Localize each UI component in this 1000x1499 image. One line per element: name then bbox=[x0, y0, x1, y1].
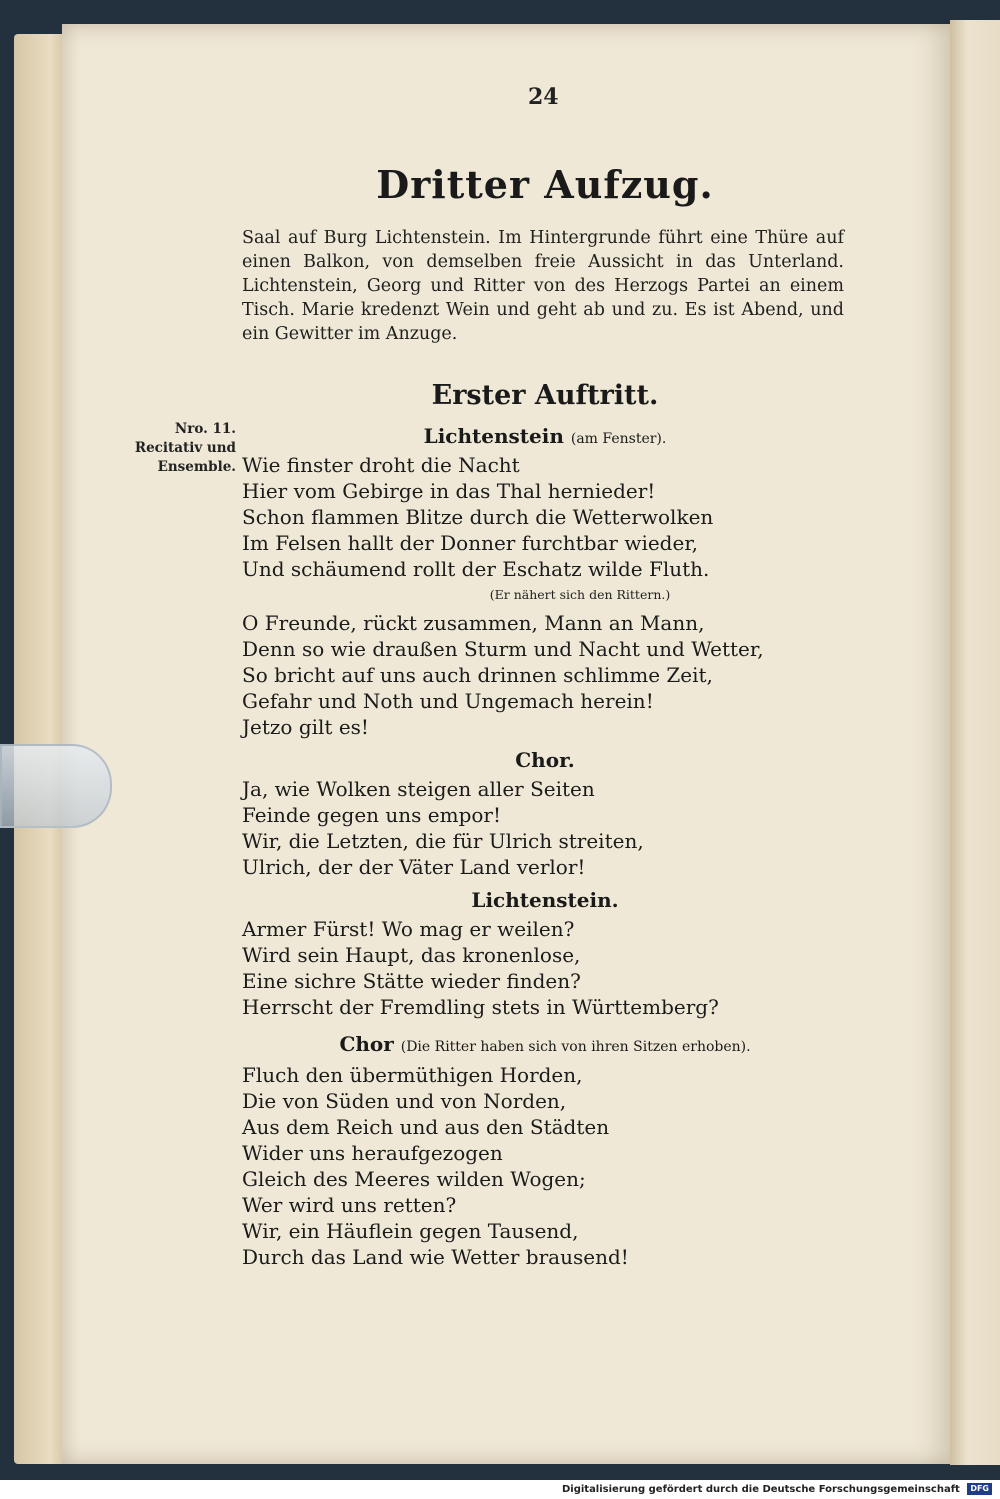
speaker-lichtenstein-2: Lichtenstein. bbox=[471, 888, 619, 912]
verse-line: Schon flammen Blitze durch die Wetterwolken bbox=[242, 505, 714, 529]
verse-line: Armer Fürst! Wo mag er weilen? bbox=[242, 917, 575, 941]
marginal-line1: Recitativ und bbox=[134, 440, 236, 456]
verse-line: O Freunde, rückt zusammen, Mann an Mann, bbox=[242, 611, 705, 635]
verse-block-5 bbox=[242, 1062, 842, 1270]
stage-direction-1: (Er nähert sich den Rittern.) bbox=[489, 587, 671, 602]
digitization-footer bbox=[0, 1480, 1000, 1499]
marginal-line2: Ensemble. bbox=[157, 459, 236, 475]
verse-line: Wir, die Letzten, die für Ulrich streiten, bbox=[242, 829, 644, 853]
verse-line: Ja, wie Wolken steigen aller Seiten bbox=[242, 777, 595, 801]
verse-line: Wider uns heraufgezogen bbox=[242, 1141, 503, 1165]
page-number: 24 bbox=[528, 84, 559, 110]
verse-line: Wird sein Haupt, das kronenlose, bbox=[242, 943, 581, 967]
speaker-name: Lichtenstein bbox=[423, 424, 564, 448]
verse-block-3 bbox=[242, 776, 842, 880]
marginal-number: Nro. 11. bbox=[174, 421, 236, 437]
marginal-note bbox=[118, 420, 236, 477]
verse-line: Wie finster droht die Nacht bbox=[242, 453, 520, 477]
scene-title: Erster Auftritt. bbox=[431, 380, 659, 411]
verse-line: Die von Süden und von Norden, bbox=[242, 1089, 567, 1113]
verse-line: Durch das Land wie Wetter brausend! bbox=[242, 1245, 629, 1269]
verse-line: Wir, ein Häuflein gegen Tausend, bbox=[242, 1219, 579, 1243]
verse-block-1 bbox=[242, 452, 842, 582]
verse-block-2 bbox=[242, 610, 842, 740]
verse-line: Gleich des Meeres wilden Wogen; bbox=[242, 1167, 586, 1191]
verse-line: So bricht auf uns auch drinnen schlimme Zeit, bbox=[242, 663, 713, 687]
verse-block-4 bbox=[242, 916, 842, 1020]
speaker-name: Chor bbox=[339, 1032, 394, 1056]
dfg-logo: DFG bbox=[967, 1483, 992, 1495]
speaker-lichtenstein-1 bbox=[300, 424, 790, 448]
right-page-edge bbox=[950, 20, 1000, 1465]
verse-line: Herrscht der Fremdling stets in Württemberg? bbox=[242, 995, 719, 1019]
verse-line: Eine sichre Stätte wieder finden? bbox=[242, 969, 581, 993]
stage-direction: (am Fenster). bbox=[570, 431, 667, 447]
verse-line: Gefahr und Noth und Ungemach herein! bbox=[242, 689, 654, 713]
setting-description: Saal auf Burg Lichtenstein. Im Hintergrunde führt eine Thüre auf einen Balkon, von demselben freie Aussicht in das Unterland. Lichtenstein, Georg und Ritter von des Herzogs Partei an einem Tisch. Marie kredenzt Wein und geht ab und zu. Es ist Abend, und ein Gewitter im Anzuge. bbox=[242, 228, 844, 344]
verse-line: Jetzo gilt es! bbox=[242, 715, 369, 739]
verse-line: Wer wird uns retten? bbox=[242, 1193, 457, 1217]
verse-line: Aus dem Reich und aus den Städten bbox=[242, 1115, 610, 1139]
verse-line: Ulrich, der der Väter Land verlor! bbox=[242, 855, 586, 879]
speaker-chor-1: Chor. bbox=[515, 748, 575, 772]
verse-line: Fluch den übermüthigen Horden, bbox=[242, 1063, 583, 1087]
page-clip bbox=[0, 744, 112, 828]
verse-line: Im Felsen hallt der Donner furchtbar wieder, bbox=[242, 531, 699, 555]
act-title: Dritter Aufzug. bbox=[376, 162, 714, 207]
verse-line: Feinde gegen uns empor! bbox=[242, 803, 502, 827]
verse-line: Und schäumend rollt der Eschatz wilde Fluth. bbox=[242, 557, 710, 581]
speaker-chor-2 bbox=[300, 1032, 790, 1056]
stage-direction: (Die Ritter haben sich von ihren Sitzen erhoben). bbox=[400, 1039, 751, 1055]
verse-line: Denn so wie draußen Sturm und Nacht und Wetter, bbox=[242, 637, 764, 661]
verse-line: Hier vom Gebirge in das Thal hernieder! bbox=[242, 479, 656, 503]
footer-text: Digitalisierung gefördert durch die Deutsche Forschungsgemeinschaft bbox=[561, 1484, 960, 1495]
